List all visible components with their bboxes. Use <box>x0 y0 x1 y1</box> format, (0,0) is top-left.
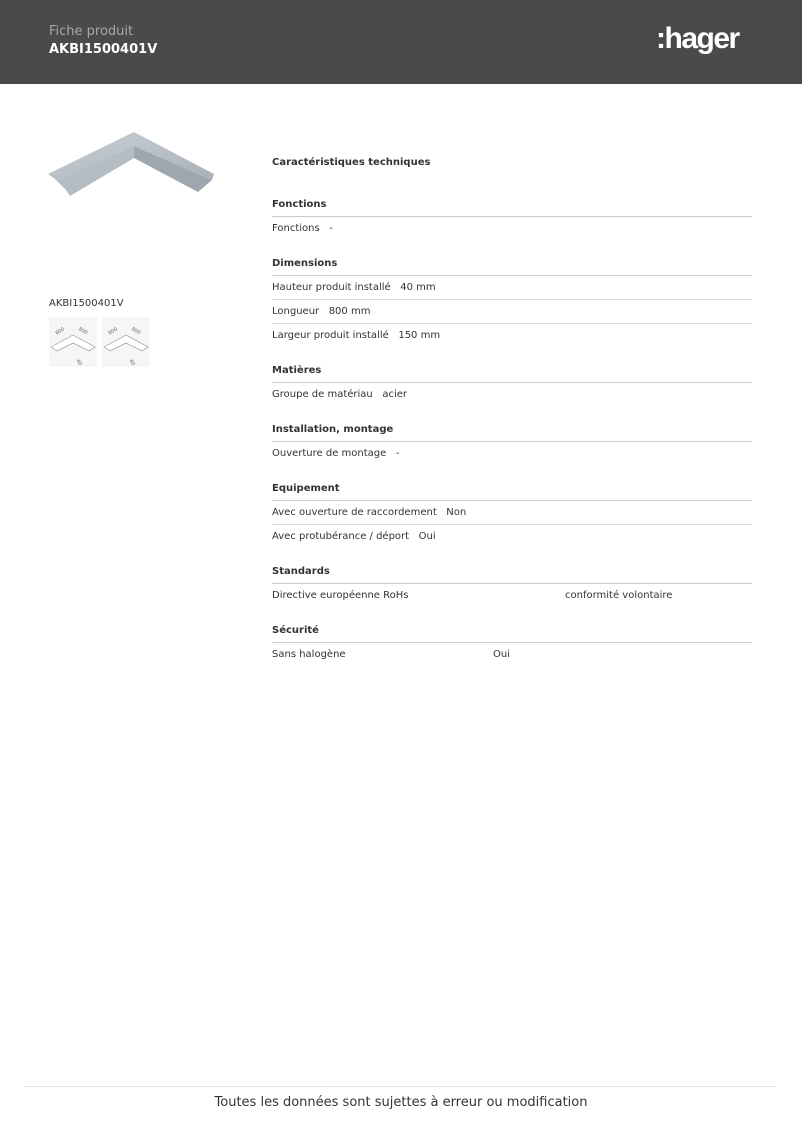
dimension-drawing-2 <box>102 317 150 367</box>
spec-label: Largeur produit installé <box>272 330 389 341</box>
spec-row <box>272 643 752 666</box>
section-standards <box>272 563 752 607</box>
spec-label: Sans halogène <box>272 649 346 660</box>
spec-value: Oui <box>418 531 436 542</box>
spec-row <box>272 501 752 525</box>
section-heading: Standards <box>272 563 752 584</box>
hager-logo: :hager <box>656 22 739 55</box>
footer-divider <box>24 1086 776 1087</box>
spec-label: Hauteur produit installé <box>272 282 391 293</box>
section-s-curit- <box>272 622 752 666</box>
spec-row <box>272 324 752 347</box>
section-heading: Equipement <box>272 480 752 501</box>
dimension-drawing-1 <box>49 317 97 367</box>
product-reference-title: AKBI1500401V <box>49 42 158 57</box>
dim-b: 800 <box>77 326 89 337</box>
spec-value: Non <box>446 507 467 518</box>
footer-disclaimer: Toutes les données sont sujettes à erreur ou modification <box>214 1095 588 1110</box>
spec-row <box>272 525 752 548</box>
dim-c: 40 <box>127 358 136 367</box>
spec-value: 800 mm <box>328 306 371 317</box>
spec-label: Directive européenne RoHs <box>272 590 409 601</box>
spec-label: Longueur <box>272 306 320 317</box>
spec-label: Avec protubérance / déport <box>272 531 410 542</box>
section-heading: Fonctions <box>272 196 752 217</box>
spec-row <box>272 276 752 300</box>
spec-row <box>272 383 752 406</box>
spec-value: - <box>395 448 400 459</box>
spec-value: - <box>329 223 333 234</box>
spec-row <box>272 584 752 607</box>
spec-label: Fonctions <box>272 223 320 234</box>
section-fonctions <box>272 196 752 240</box>
technical-characteristics <box>272 154 752 681</box>
dim-b: 800 <box>130 326 142 337</box>
section-heading: Sécurité <box>272 622 752 643</box>
spec-value: Oui <box>493 649 510 660</box>
section-main-title: Caractéristiques techniques <box>272 157 431 168</box>
section-heading: Dimensions <box>272 255 752 276</box>
spec-value: acier <box>382 389 407 400</box>
spec-label: Groupe de matériau <box>272 389 373 400</box>
dim-a: 800 <box>54 326 66 337</box>
spec-label: Ouverture de montage <box>272 448 387 459</box>
dim-c: 40 <box>74 358 83 367</box>
spec-row <box>272 300 752 324</box>
spec-row <box>272 442 752 465</box>
product-reference: AKBI1500401V <box>49 298 124 309</box>
spec-row <box>272 217 752 240</box>
spec-value: 40 mm <box>400 282 436 293</box>
section-installation-montage <box>272 421 752 465</box>
product-image <box>46 130 216 220</box>
section-heading: Installation, montage <box>272 421 752 442</box>
spec-value: conformité volontaire <box>565 590 673 601</box>
section-heading: Matières <box>272 362 752 383</box>
page-header <box>0 0 802 84</box>
section-dimensions <box>272 255 752 347</box>
dim-a: 800 <box>107 326 119 337</box>
section-equipement <box>272 480 752 548</box>
spec-value: 150 mm <box>398 330 441 341</box>
section-mati-res <box>272 362 752 406</box>
spec-label: Avec ouverture de raccordement <box>272 507 437 518</box>
header-subtitle: Fiche produit <box>49 24 134 39</box>
